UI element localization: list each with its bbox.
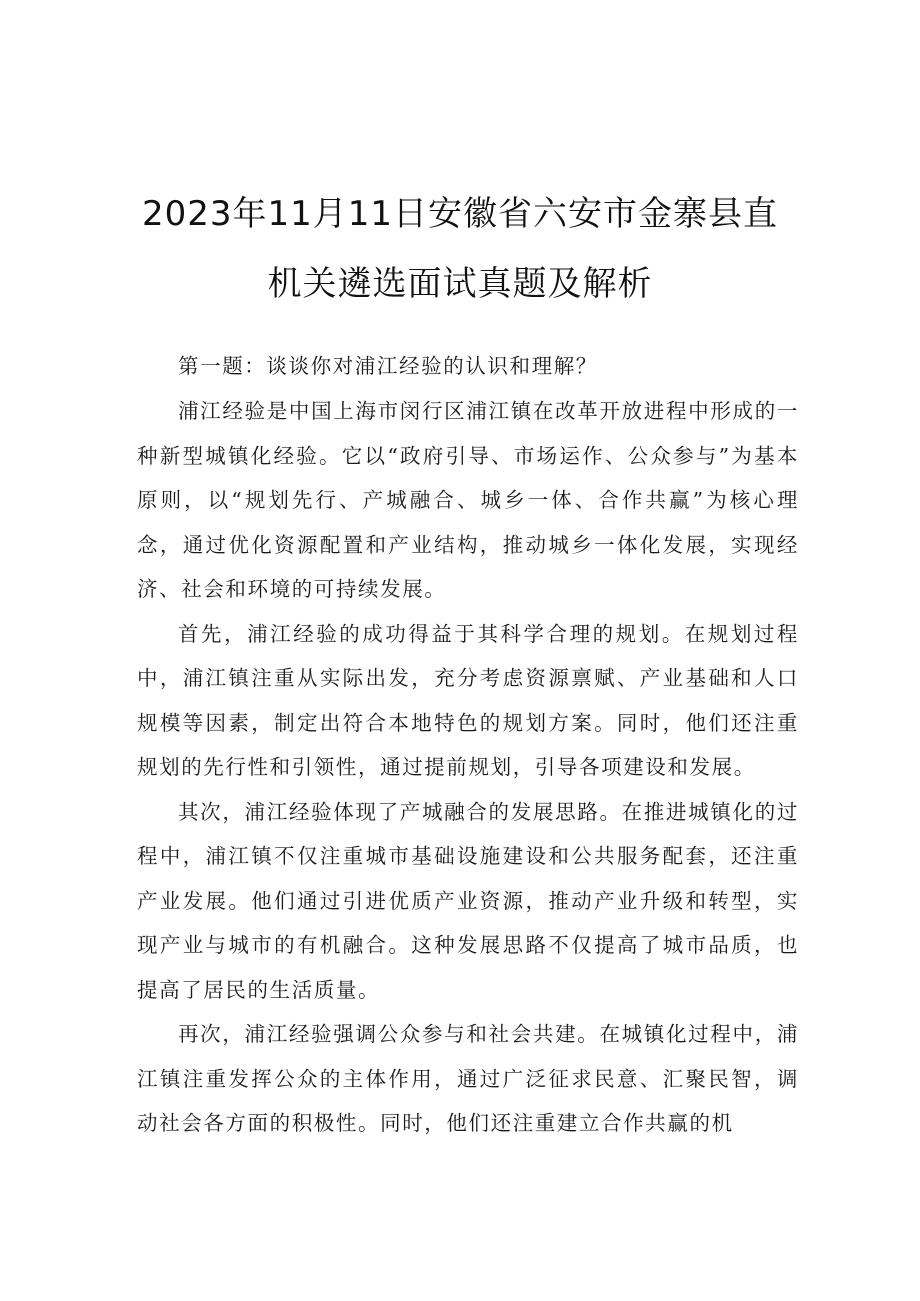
answer-body [137,389,799,1146]
paragraph: 浦江经验是中国上海市闵行区浦江镇在改革开放进程中形成的一种新型城镇化经验。它以“政府引导、市场运作、公众参与”为基本原则，以“规划先行、产城融合、城乡一体、合作共赢”为核心理念，通过优化资源配置和产业结构，推动城乡一体化发展，实现经济、社会和环境的可持续发展。 [137,399,799,601]
question-heading: 第一题：谈谈你对浦江经验的认识和理解？ [178,354,598,378]
paragraph: 再次，浦江经验强调公众参与和社会共建。在城镇化过程中，浦江镇注重发挥公众的主体作用，通过广泛征求民意、汇聚民智，调动社会各方面的积极性。同时，他们还注重建立合作共赢的机 [137,1022,799,1135]
document-title-line-1: 2023年11月11日安徽省六安市金寨县直 [141,194,779,234]
paragraph: 其次，浦江经验体现了产城融合的发展思路。在推进城镇化的过程中，浦江镇不仅注重城市基础设施建设和公共服务配套，还注重产业发展。他们通过引进优质产业资源，推动产业升级和转型，实现产业与城市的有机融合。这种发展思路不仅提高了城市品质，也提高了居民的生活质量。 [137,799,799,1002]
document-title-line-2: 机关遴选面试真题及解析 [267,264,653,304]
paragraph: 首先，浦江经验的成功得益于其科学合理的规划。在规划过程中，浦江镇注重从实际出发，充分考虑资源禀赋、产业基础和人口规模等因素，制定出符合本地特色的规划方案。同时，他们还注重规划的先行性和引领性，通过提前规划，引导各项建设和发展。 [137,621,799,779]
